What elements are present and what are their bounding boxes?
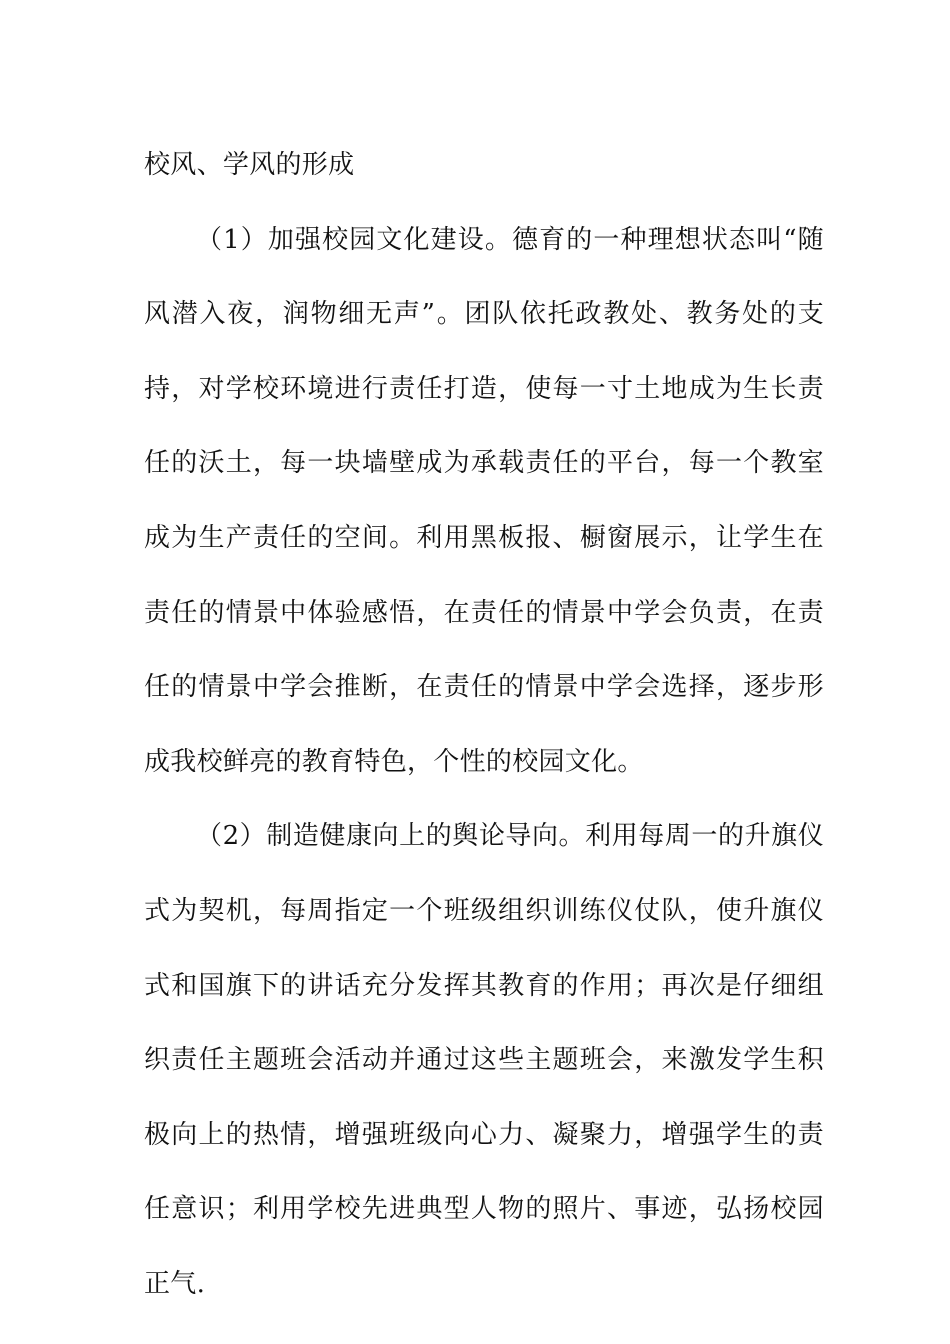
lead-line: 校风、学风的形成 xyxy=(144,150,355,180)
document-body xyxy=(144,128,824,1322)
paragraph-campus-culture: （1）加强校园文化建设。德育的一种理想状态叫“随风潜入夜，润物细无声”。团队依托政教处、教务处的支持，对学校环境进行责任打造，使每一寸土地成为生长责任的沃土，每一块墙壁成为承载责任的平台，每一个教室成为生产责任的空间。利用黑板报、橱窗展示，让学生在责任的情景中体验感悟，在责任的情景中学会负责，在责任的情景中学会推断，在责任的情景中学会选择，逐步形成我校鲜亮的教育特色，个性的校园文化。 xyxy=(144,224,824,777)
paragraph-public-opinion: （2）制造健康向上的舆论导向。利用每周一的升旗仪式为契机，每周指定一个班级组织训练仪仗队，使升旗仪式和国旗下的讲话充分发挥其教育的作用；再次是仔细组织责任主题班会活动并通过这些主题班会，来激发学生积极向上的热情，增强班级向心力、凝聚力，增强学生的责任意识；利用学校先进典型人物的照片、事迹，弘扬校园正气. xyxy=(144,821,824,1299)
